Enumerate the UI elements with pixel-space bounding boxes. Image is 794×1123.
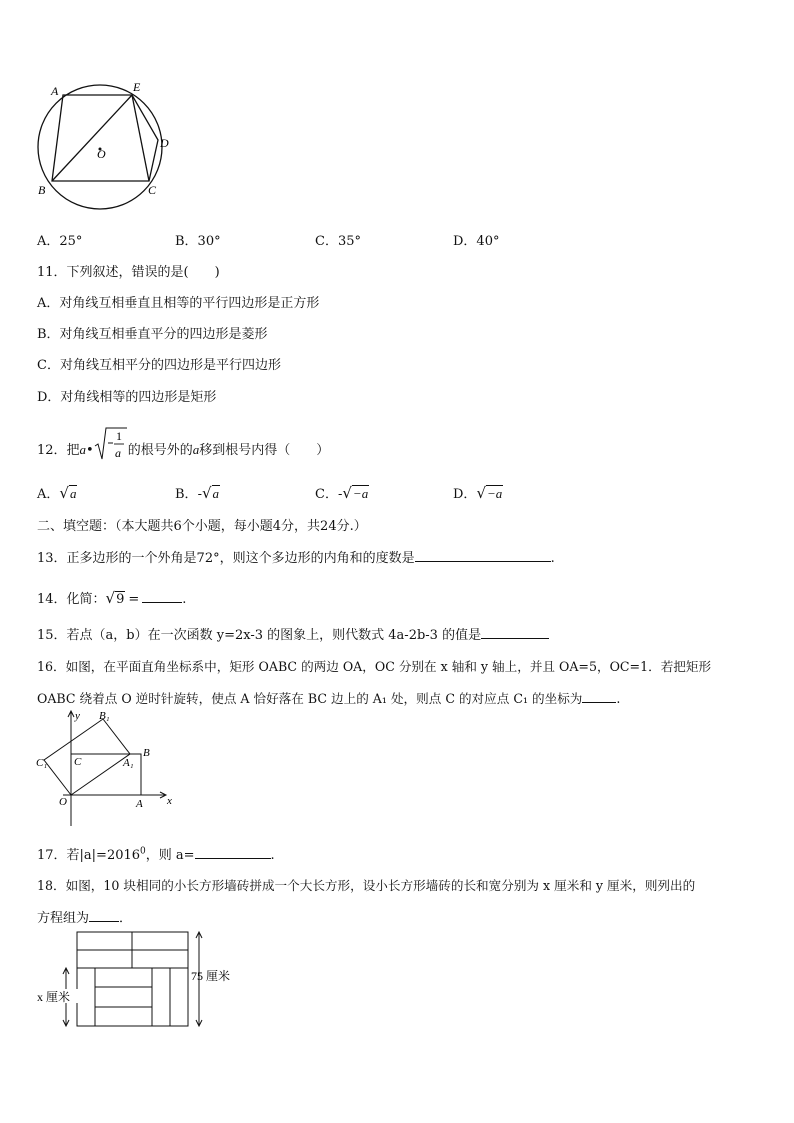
q12-dot: • xyxy=(86,442,94,458)
q17-answer-blank[interactable] xyxy=(195,844,271,859)
q18-line-2-text: 方程组为 xyxy=(37,911,90,926)
label-c: C xyxy=(148,183,157,197)
q10-option-b: B．30° xyxy=(175,234,221,249)
q12-option-a: A．√a xyxy=(37,484,77,502)
q18-line-1: 18．如图，10 块相同的小长方形墙砖拼成一个大长方形，设小长方形墙砖的长和宽分别为 x 厘米和 y 厘米，则列出的 xyxy=(37,878,696,893)
label-x: x xyxy=(167,795,172,807)
label-o: O xyxy=(97,147,106,161)
label-a: A xyxy=(51,84,59,98)
q14-radicand: 9 xyxy=(116,592,125,607)
q12-suffix-var: a xyxy=(192,441,200,457)
q12-option-b: B．-√a xyxy=(175,484,220,502)
q12-option-d-label: D． xyxy=(453,487,477,502)
label-c1: C₁ xyxy=(36,757,48,769)
q12-radical xyxy=(94,426,128,462)
right-dimension-label: 75 厘米 xyxy=(191,969,231,983)
brick-figure xyxy=(33,928,248,1030)
q16-line-2 xyxy=(37,688,620,707)
label-e: E xyxy=(133,80,141,94)
q11-option-b: B．对角线互相垂直平分的四边形是菱形 xyxy=(37,327,268,342)
label-c: C xyxy=(74,756,82,768)
label-b1: B₁ xyxy=(99,710,110,722)
pentagon xyxy=(52,95,158,181)
diagonal-be xyxy=(52,95,132,181)
q12-option-c-radicand: −a xyxy=(352,486,369,501)
label-b: B xyxy=(38,183,46,197)
q10-option-a: A．25° xyxy=(37,234,83,249)
q12-option-a-radicand: a xyxy=(69,486,77,501)
q17-sup: 0 xyxy=(140,846,146,857)
q12-option-d: D．√−a xyxy=(453,484,503,502)
q17-end: . xyxy=(270,848,275,863)
diagonal-ec xyxy=(132,95,149,181)
q18-line-2 xyxy=(37,907,132,926)
q13-text: 13．正多边形的一个外角是72°，则这个多边形的内角和的度数是 xyxy=(37,551,415,566)
q12-var: a xyxy=(79,441,87,457)
q12-option-c-sign: - xyxy=(337,487,343,502)
q12-option-b-sign: - xyxy=(197,487,202,502)
q14-eq: = xyxy=(128,592,140,607)
q15-question xyxy=(37,624,549,643)
q17-prefix: 17．若|a|=2016 xyxy=(37,848,141,863)
label-d: D xyxy=(160,136,169,150)
rect-rotated xyxy=(44,719,130,795)
q18-answer-blank[interactable] xyxy=(89,907,119,922)
q12-frac-den: a xyxy=(114,446,121,460)
q16-answer-blank[interactable] xyxy=(582,688,616,703)
q17-question xyxy=(37,844,275,863)
q13-end: . xyxy=(550,551,555,566)
q10-option-d: D．40° xyxy=(453,234,500,249)
q12-option-b-label: B． xyxy=(175,487,198,502)
q11-stem: 11．下列叙述，错误的是( ) xyxy=(37,265,220,280)
q10-option-c: C．35° xyxy=(315,234,361,249)
q12-option-d-radicand: −a xyxy=(487,486,503,501)
q12-option-c: C．-√−a xyxy=(315,484,369,502)
q17-suffix: ，则 a= xyxy=(145,848,195,863)
q12-frac-num: 1 xyxy=(115,429,122,443)
q12-option-a-label: A． xyxy=(37,487,60,502)
left-dimension-label: x 厘米 xyxy=(37,990,71,1004)
section-2-heading: 二、填空题：（本大题共6个小题，每小题4分，共24分.） xyxy=(37,519,367,534)
q18-end: ． xyxy=(119,911,133,926)
q14-end: . xyxy=(182,592,187,607)
q13-question xyxy=(37,547,555,566)
label-b: B xyxy=(143,747,150,759)
coordinate-figure xyxy=(33,708,178,830)
q12-prefix: 12．把 xyxy=(37,442,80,458)
q14-prefix: 14．化简： xyxy=(37,592,106,607)
q15-answer-blank[interactable] xyxy=(481,624,549,639)
q16-line-1: 16．如图，在平面直角坐标系中，矩形 OABC 的两边 OA，OC 分别在 x 轴和 y 轴上，并且 OA=5，OC=1．若把矩形 xyxy=(37,659,712,674)
q14-answer-blank[interactable] xyxy=(142,588,182,603)
label-a: A xyxy=(136,798,143,810)
q12-stem xyxy=(37,428,329,464)
q16-end: . xyxy=(616,691,621,706)
q13-answer-blank[interactable] xyxy=(415,547,551,562)
q15-text: 15．若点（a，b）在一次函数 y=2x-3 的图象上，则代数式 4a-2b-3 的值是 xyxy=(37,628,482,643)
label-a1: A₁ xyxy=(123,757,134,769)
q12-suffix-2: 移到根号内得（ ） xyxy=(199,442,330,458)
q12-option-c-label: C． xyxy=(315,487,338,502)
q14-question: 14．化简：√9 = . xyxy=(37,589,187,607)
label-o: O xyxy=(59,796,67,808)
q12-suffix-1: 的根号外的 xyxy=(127,442,193,458)
circle-figure xyxy=(30,80,180,210)
q11-option-c: C．对角线互相平分的四边形是平行四边形 xyxy=(37,358,281,373)
q11-option-d: D．对角线相等的四边形是矩形 xyxy=(37,390,217,405)
q16-line-2-text: OABC 绕着点 O 逆时针旋转，使点 A 恰好落在 BC 边上的 A₁ 处，则点 C 的对应点 C₁ 的坐标为 xyxy=(37,691,583,706)
label-y: y xyxy=(75,710,80,722)
q11-option-a: A．对角线互相垂直且相等的平行四边形是正方形 xyxy=(37,296,320,311)
q12-option-b-radicand: a xyxy=(212,486,220,501)
